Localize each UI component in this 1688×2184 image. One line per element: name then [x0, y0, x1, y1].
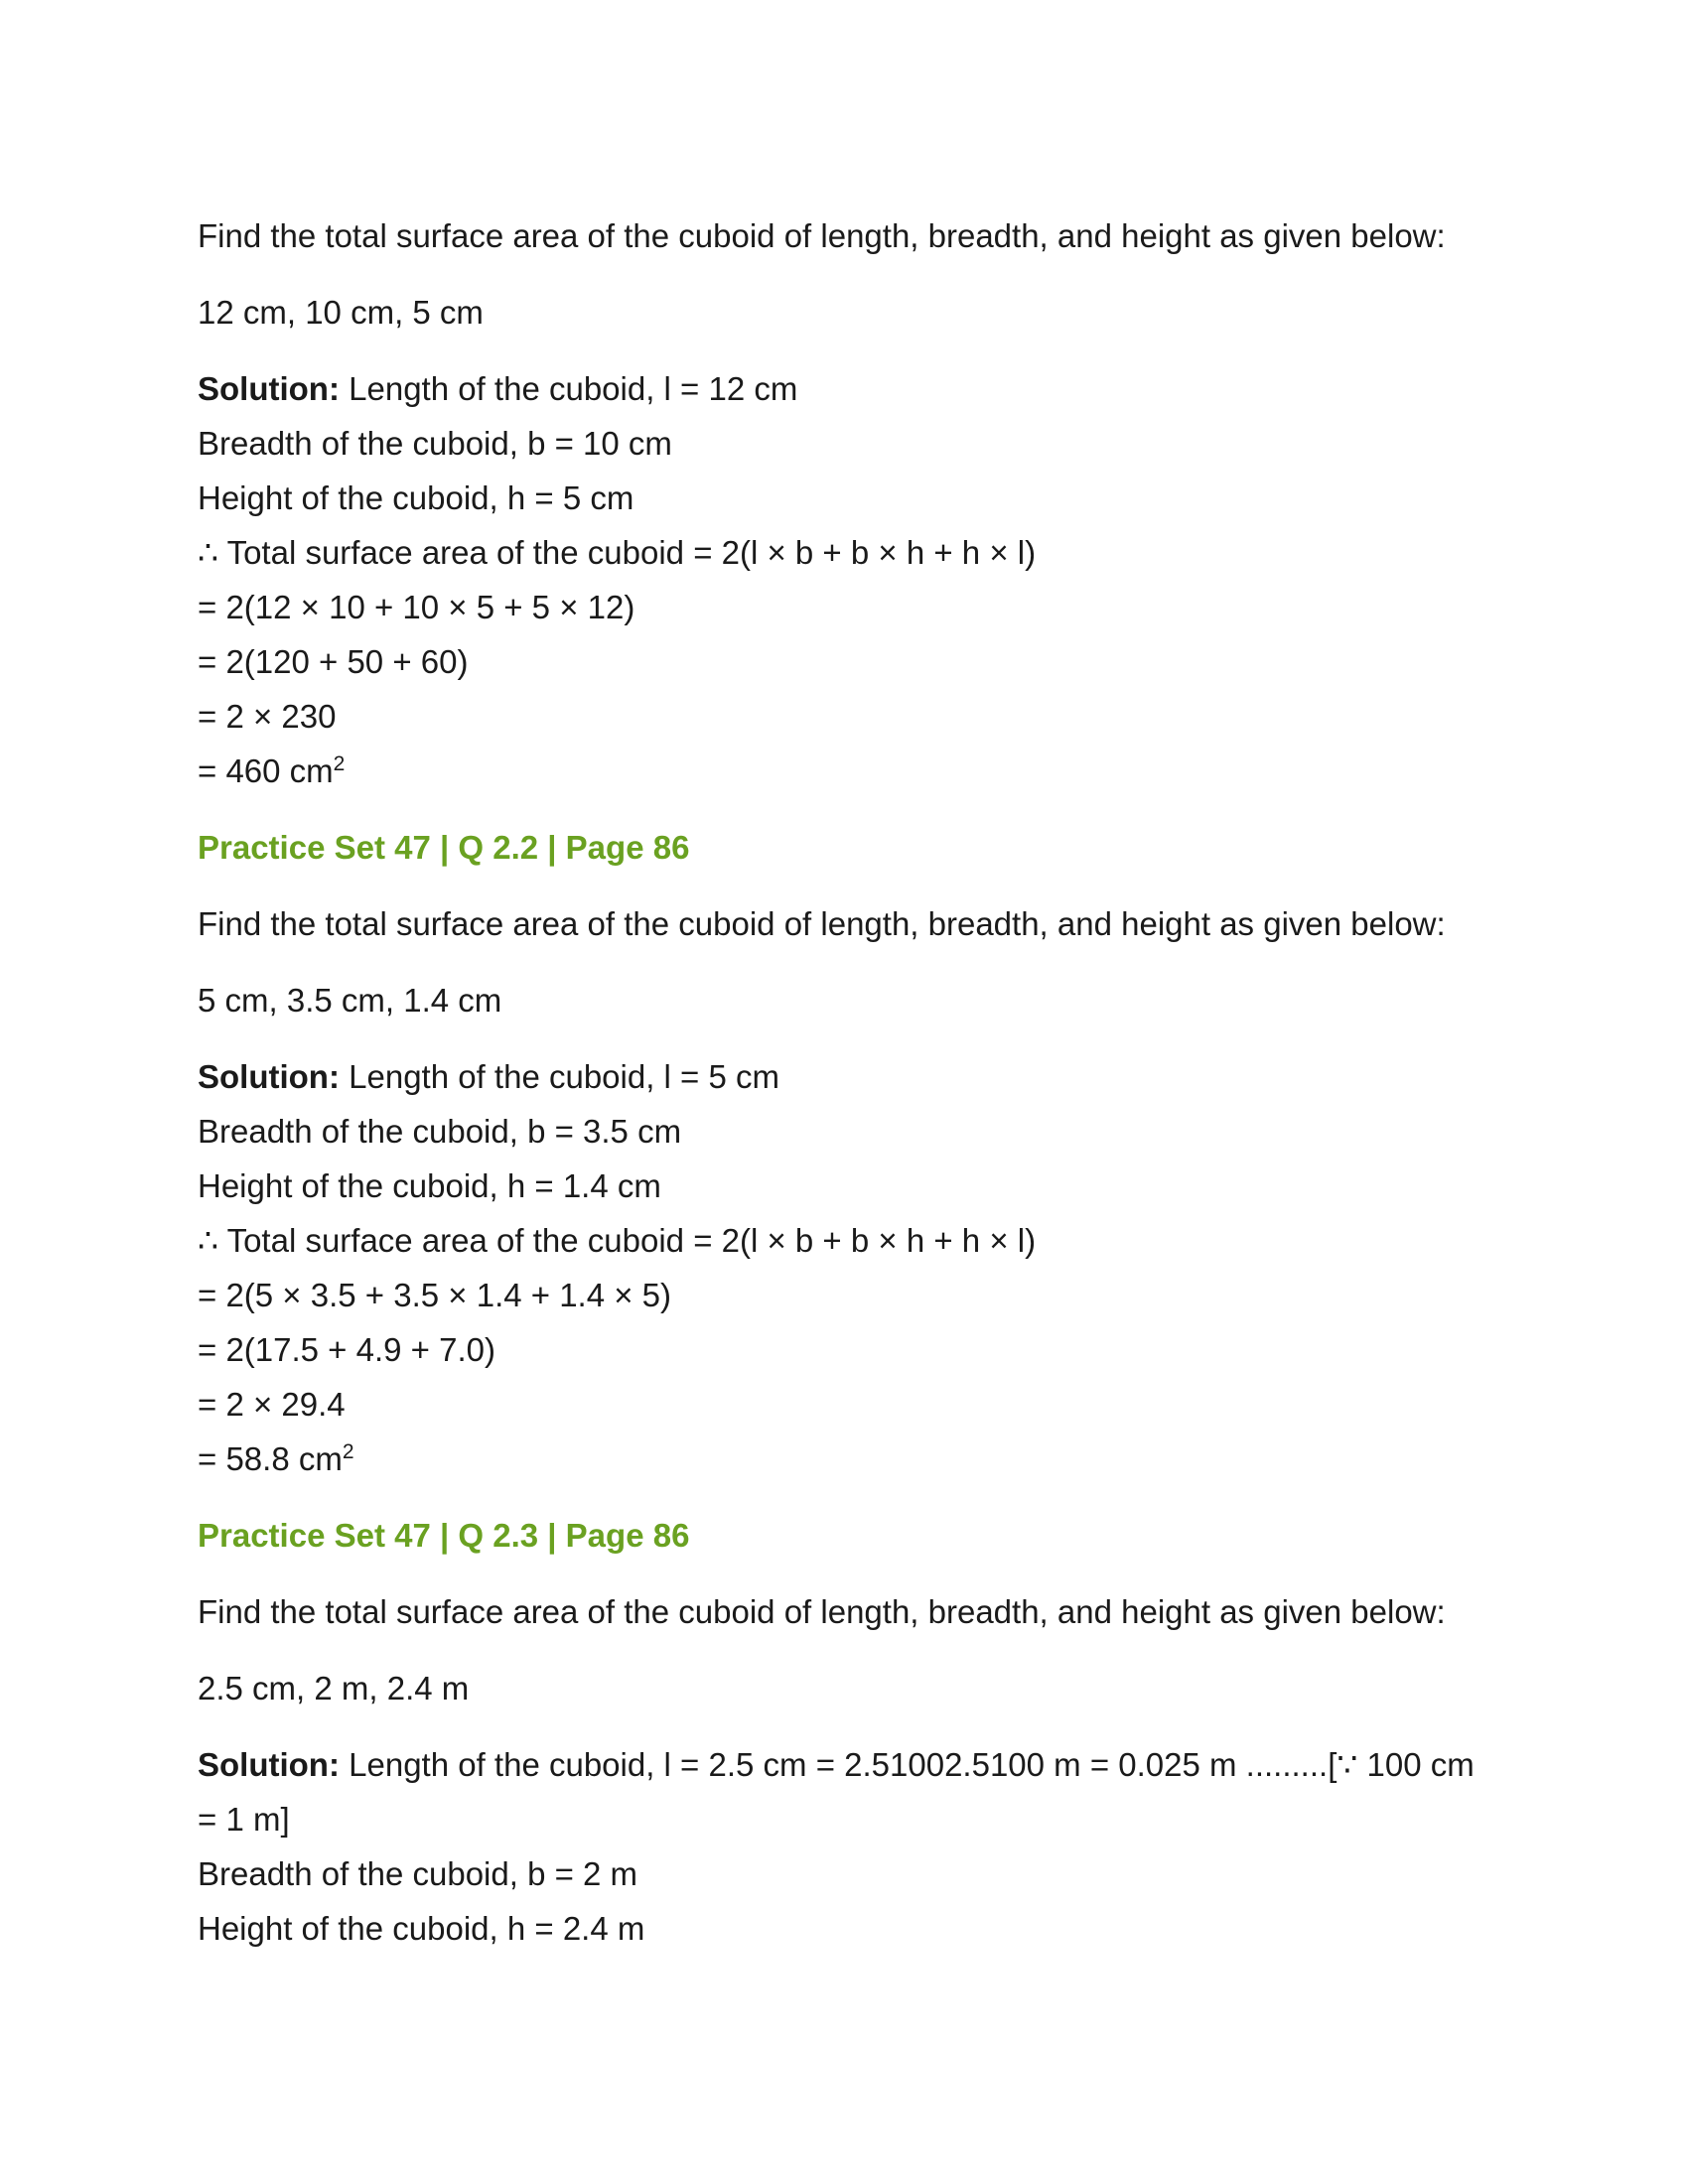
solution-line: = 2 × 230 — [198, 698, 337, 735]
solution-result — [198, 1432, 1508, 1486]
solution-line: = 2(120 + 50 + 60) — [198, 643, 469, 680]
question-heading: Practice Set 47 | Q 2.2 | Page 86 — [198, 829, 690, 866]
question-block-3 — [198, 1508, 1508, 1956]
solution-first-line — [198, 1049, 1508, 1104]
solution-line: Height of the cuboid, h = 2.4 m — [198, 1910, 645, 1947]
result-value: = 460 cm — [198, 752, 334, 789]
solution-label: Solution: — [198, 1058, 340, 1095]
solution-line: = 2 × 29.4 — [198, 1386, 346, 1423]
question-heading: Practice Set 47 | Q 2.3 | Page 86 — [198, 1517, 690, 1554]
solution-line: = 2(5 × 3.5 + 3.5 × 1.4 + 1.4 × 5) — [198, 1277, 672, 1313]
question-text: Find the total surface area of the cuboid of length, breadth, and height as given below: — [198, 905, 1446, 942]
solution-line: Breadth of the cuboid, b = 3.5 cm — [198, 1113, 682, 1150]
solution-line: Breadth of the cuboid, b = 10 cm — [198, 425, 672, 462]
solution-label: Solution: — [198, 1746, 340, 1783]
solution-first-line — [198, 361, 1508, 416]
question-dimensions: 12 cm, 10 cm, 5 cm — [198, 294, 484, 331]
solution-line: Height of the cuboid, h = 1.4 cm — [198, 1167, 661, 1204]
solution-line: = 2(12 × 10 + 10 × 5 + 5 × 12) — [198, 589, 635, 625]
solution-length: Length of the cuboid, l = 5 cm — [339, 1058, 780, 1095]
solution-first-line — [198, 1737, 1508, 1792]
solution-line: Breadth of the cuboid, b = 2 m — [198, 1855, 638, 1892]
solution-line-continued: = 1 m] — [198, 1801, 290, 1838]
result-exponent: 2 — [342, 1440, 354, 1463]
question-text: Find the total surface area of the cuboid of length, breadth, and height as given below: — [198, 1593, 1446, 1630]
question-dimensions: 5 cm, 3.5 cm, 1.4 cm — [198, 982, 502, 1019]
solution-line: ∴ Total surface area of the cuboid = 2(l × b + b × h + h × l) — [198, 534, 1037, 571]
question-text: Find the total surface area of the cuboid of length, breadth, and height as given below: — [198, 217, 1446, 254]
question-block-2 — [198, 820, 1508, 1486]
solution-label: Solution: — [198, 370, 340, 407]
solution-length: Length of the cuboid, l = 12 cm — [339, 370, 798, 407]
question-block-1 — [198, 208, 1508, 798]
solution-line: ∴ Total surface area of the cuboid = 2(l × b + b × h + h × l) — [198, 1222, 1037, 1259]
page-content — [198, 208, 1508, 1956]
question-dimensions: 2.5 cm, 2 m, 2.4 m — [198, 1670, 470, 1706]
solution-length: Length of the cuboid, l = 2.5 cm = 2.51002.5100 m = 0.025 m .........[∵ 100 cm — [339, 1746, 1475, 1783]
solution-result — [198, 744, 1508, 798]
solution-line: = 2(17.5 + 4.9 + 7.0) — [198, 1331, 495, 1368]
result-exponent: 2 — [333, 752, 346, 775]
solution-line: Height of the cuboid, h = 5 cm — [198, 479, 634, 516]
result-value: = 58.8 cm — [198, 1440, 343, 1477]
